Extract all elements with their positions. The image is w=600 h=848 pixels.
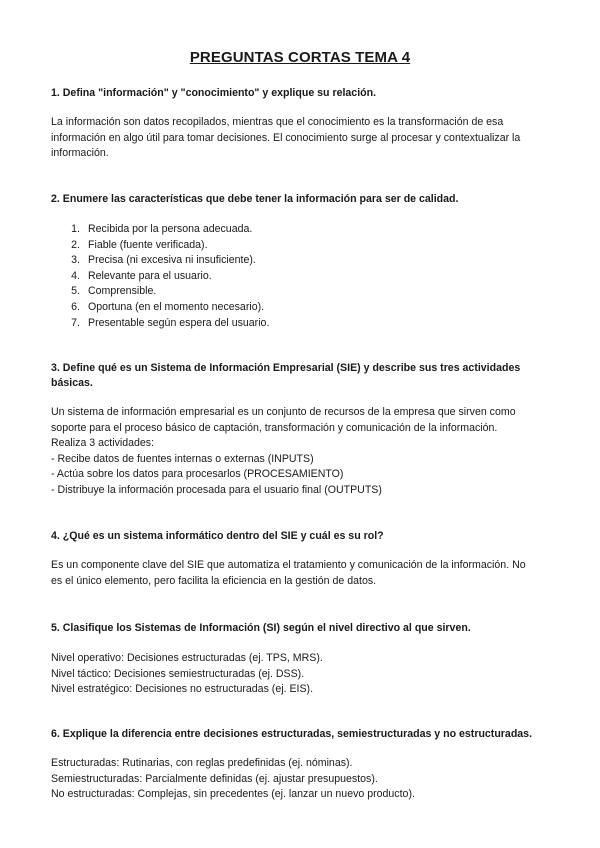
list-item-number: 5. bbox=[71, 285, 80, 298]
list-item-number: 6. bbox=[71, 300, 80, 313]
answer-line: Semiestructuradas: Parcialmente definidas (ej. ajustar presupuestos). bbox=[51, 772, 378, 785]
list-item-number: 4. bbox=[71, 269, 80, 282]
answer-line: Es un componente clave del SIE que automatiza el tratamiento y comunicación de la información. No bbox=[51, 559, 526, 571]
answer-line: información en algo útil para tomar decisiones. El conocimiento surge al procesar y contextualizar la bbox=[51, 131, 521, 144]
list-item bbox=[51, 253, 269, 269]
answer-line: información. bbox=[51, 147, 109, 160]
answer-line: Un sistema de información empresarial es un conjunto de recursos de la empresa que sirven como bbox=[51, 406, 516, 418]
answer-line: Nivel táctico: Decisiones semiestructuradas (ej. DSS). bbox=[51, 667, 305, 680]
answer-3 bbox=[51, 405, 556, 499]
list-item-text: Fiable (fuente verificada). bbox=[88, 238, 208, 251]
list-item bbox=[51, 269, 269, 285]
list-item-text: Precisa (ni excesiva ni insuficiente). bbox=[88, 254, 256, 267]
answer-line: - Actúa sobre los datos para procesarlos (PROCESAMIENTO) bbox=[51, 468, 344, 481]
list-item bbox=[51, 284, 269, 300]
list-item bbox=[51, 300, 269, 316]
list-item-number: 7. bbox=[71, 316, 80, 329]
question-line: básicas. bbox=[51, 377, 93, 389]
list-item-number: 3. bbox=[71, 254, 80, 267]
list-item-text: Oportuna (en el momento necesario). bbox=[88, 300, 265, 313]
question-4: 4. ¿Qué es un sistema informático dentro del SIE y cuál es su rol? bbox=[51, 530, 384, 542]
list-item-text: Relevante para el usuario. bbox=[88, 269, 212, 282]
answer-line: Realiza 3 actividades: bbox=[51, 437, 155, 450]
answer-line: - Distribuye la información procesada para el usuario final (OUTPUTS) bbox=[51, 483, 382, 496]
answer-line: Nivel operativo: Decisiones estructuradas (ej. TPS, MRS). bbox=[51, 652, 323, 664]
list-item-number: 1. bbox=[71, 223, 80, 235]
list-item-text: Recibida por la persona adecuada. bbox=[88, 223, 253, 235]
list-item-text: Presentable según espera del usuario. bbox=[88, 316, 270, 329]
answer-line: La información son datos recopilados, mientras que el conocimiento es la transformación de esa bbox=[51, 116, 504, 128]
document-title: PREGUNTAS CORTAS TEMA 4 bbox=[189, 49, 411, 66]
answer-line: Nivel estratégico: Decisiones no estructuradas (ej. EIS). bbox=[51, 683, 314, 696]
answer-line: Estructuradas: Rutinarias, con reglas predefinidas (ej. nóminas). bbox=[51, 757, 353, 769]
question-5: 5. Clasifique los Sistemas de Información (SI) según el nivel directivo al que sirven. bbox=[51, 622, 471, 634]
answer-1 bbox=[51, 115, 556, 162]
question-1: 1. Defina "información" y "conocimiento" y explique su relación. bbox=[51, 87, 377, 99]
list-item bbox=[51, 316, 269, 332]
answer-5 bbox=[51, 651, 556, 698]
list-item bbox=[51, 238, 269, 254]
question-3 bbox=[51, 361, 556, 391]
question-line: 3. Define qué es un Sistema de Información Empresarial (SIE) y describe sus tres actividades bbox=[51, 362, 521, 374]
quality-characteristics-list bbox=[51, 222, 269, 331]
answer-line: No estructuradas: Complejas, sin precedentes (ej. lanzar un nuevo producto). bbox=[51, 788, 415, 801]
question-6: 6. Explique la diferencia entre decisiones estructuradas, semiestructuradas y no estructuradas. bbox=[51, 728, 533, 740]
answer-line: - Recibe datos de fuentes internas o externas (INPUTS) bbox=[51, 452, 314, 465]
list-item-text: Comprensible. bbox=[88, 285, 157, 298]
list-item-number: 2. bbox=[71, 238, 80, 251]
answer-line: soporte para el proceso básico de captación, transformación y comunicación de la información. bbox=[51, 421, 498, 434]
list-item bbox=[51, 222, 269, 238]
answer-4 bbox=[51, 558, 556, 589]
answer-line: es el único elemento, pero facilita la eficiencia en la gestión de datos. bbox=[51, 574, 377, 587]
question-2: 2. Enumere las características que debe tener la información para ser de calidad. bbox=[51, 193, 459, 205]
answer-6 bbox=[51, 756, 556, 803]
